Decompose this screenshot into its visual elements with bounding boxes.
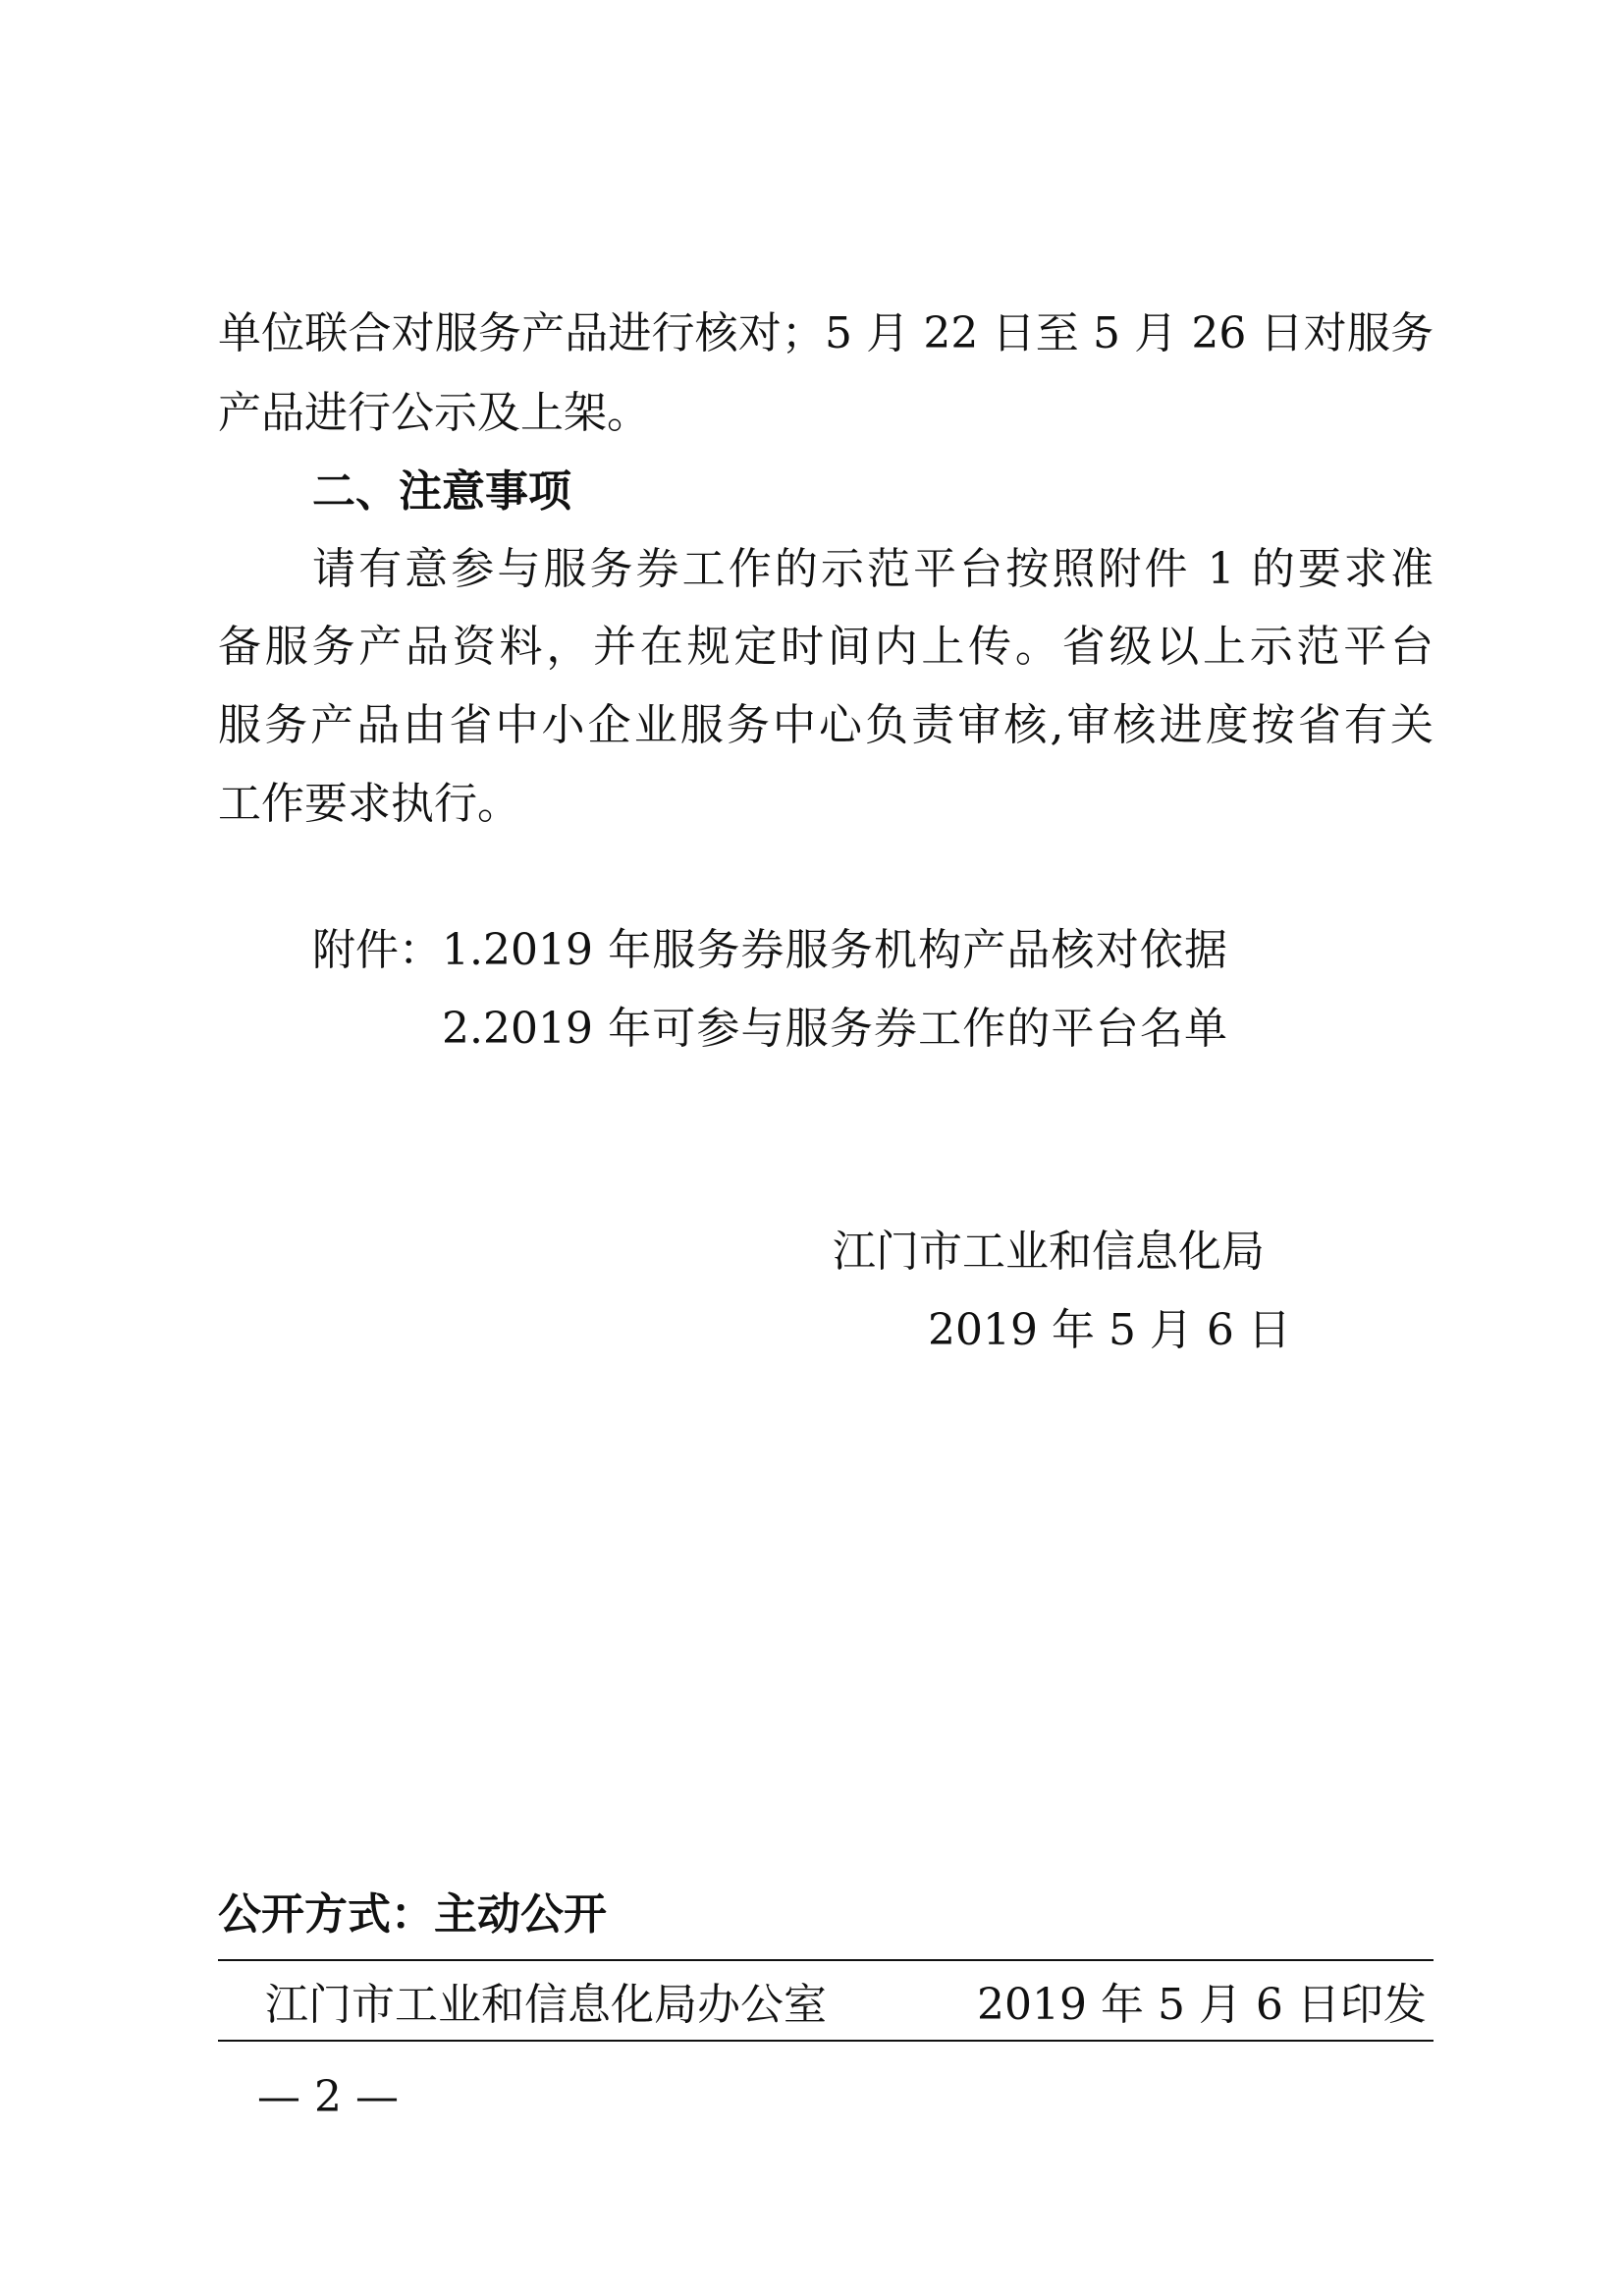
body-paragraph-1-line-2: 产品进行公示及上架。	[218, 388, 650, 438]
footer-bottom-rule	[218, 2040, 1434, 2042]
signature-org: 江门市工业和信息化局	[833, 1227, 1265, 1277]
issue-date: 2019 年 5 月 6 日印发	[977, 1980, 1427, 2030]
disclosure-label: 公开方式：主动公开	[218, 1889, 607, 1940]
attachment-item-2: 2.2019 年可参与服务券工作的平台名单	[442, 1004, 1227, 1054]
body-paragraph-1-line-1: 单位联合对服务产品进行核对；5 月 22 日至 5 月 26 日对服务	[218, 308, 1434, 358]
body-paragraph-2-line-3: 服务产品由省中小企业服务中心负责审核,审核进度按省有关	[218, 700, 1434, 750]
body-paragraph-2-line-1: 请有意参与服务券工作的示范平台按照附件 1 的要求准	[312, 544, 1434, 594]
attachments-label: 附件：	[312, 925, 442, 975]
body-paragraph-2-line-2: 备服务产品资料，并在规定时间内上传。省级以上示范平台	[218, 622, 1434, 672]
footer-top-rule	[218, 1959, 1434, 1961]
attachment-item-1: 1.2019 年服务券服务机构产品核对依据	[442, 925, 1227, 975]
signature-date: 2019 年 5 月 6 日	[928, 1305, 1291, 1355]
body-paragraph-2-line-4: 工作要求执行。	[218, 779, 520, 829]
section-heading: 二、注意事项	[312, 466, 571, 517]
issuer-name: 江门市工业和信息化局办公室	[265, 1980, 827, 2030]
page-number: — 2 —	[257, 2072, 399, 2122]
